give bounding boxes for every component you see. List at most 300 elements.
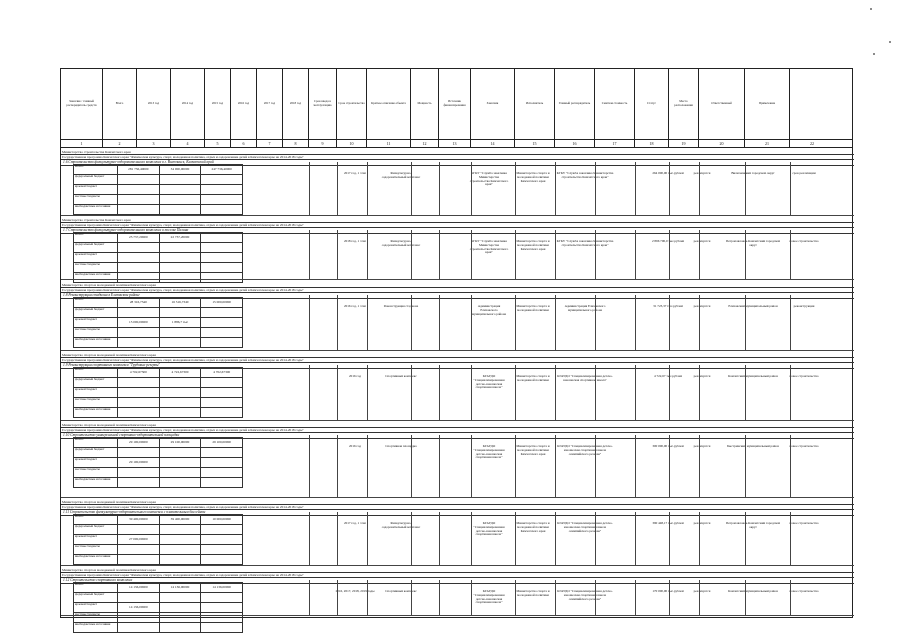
object-c5: КГАУДО "Специализированная детско-юношеская спортивная школа олимпийского резерва"	[557, 445, 613, 456]
section-ministry: Министерство спорта и молодежной политики Камчатского края	[61, 500, 854, 505]
section-program: Государственная программа Камчатского края "Физическая культура, спорт, молодежная политика, отдых и оздоровление детей в Камчатском крае на 2014-2018 годы"	[61, 573, 854, 578]
financing-table	[73, 232, 243, 283]
object-c5: КГАУДО "Специализированная детско-юношеская спортивная школа"	[557, 375, 613, 382]
column-divider	[790, 512, 791, 566]
column-divider	[471, 295, 472, 351]
financing-value: 1 886,7 тыс	[160, 318, 202, 327]
financing-value: 39 400,00000	[118, 515, 160, 524]
section-program: Государственная программа Камчатского края "Физическая культура, спорт, молодежная политика, отдых и оздоровление детей в Камчатском крае на 2014-2018 годы"	[61, 428, 854, 433]
financing-value	[201, 185, 242, 194]
object-c8: Вилючинский городской округ	[731, 172, 775, 175]
object-c8: Быстринский муниципальный район	[727, 445, 779, 448]
column-divider	[471, 580, 472, 616]
financing-row	[74, 583, 242, 593]
column-divider	[471, 512, 472, 566]
financing-label: внебюджетные источники	[74, 408, 118, 417]
financing-value	[201, 263, 242, 272]
object-c9: реконструкция	[793, 305, 815, 308]
section-program: Государственная программа Камчатского края "Физическая культура, спорт, молодежная политика, отдых и оздоровление детей в Камчатском крае на 2014-2018 годы"	[61, 505, 854, 510]
header-cell: Исполнитель	[515, 69, 555, 139]
column-divider	[309, 435, 310, 498]
column-divider	[337, 230, 338, 280]
financing-label: федеральный бюджет	[74, 378, 118, 387]
financing-value	[118, 398, 160, 407]
financing-value	[201, 398, 242, 407]
financing-value	[118, 328, 160, 337]
object-c2: Физкультурно-оздоровительный комплекс	[381, 172, 421, 179]
financing-value	[160, 308, 202, 317]
financing-row	[74, 233, 242, 243]
financing-value	[118, 243, 160, 252]
scan-speck	[873, 53, 875, 55]
financing-label: Всего:	[74, 368, 118, 377]
financing-row	[74, 263, 242, 273]
program-section	[61, 500, 854, 566]
column-divider	[515, 435, 516, 498]
financing-value	[201, 478, 242, 487]
object-c5: Администрация Елизовского муниципального района	[564, 305, 606, 312]
financing-row	[74, 318, 242, 328]
financing-value	[160, 185, 202, 194]
financing-value	[160, 398, 202, 407]
financing-value	[118, 338, 160, 347]
table-body	[60, 148, 853, 626]
section-object: 1.11 Строительство физкультурно-оздоровительного комплекса с плавательным бассейном	[61, 510, 854, 516]
financing-label: внебюджетные источники	[74, 478, 118, 487]
column-divider	[790, 580, 791, 616]
financing-value	[118, 408, 160, 417]
financing-row	[74, 535, 242, 545]
financing-row	[74, 525, 242, 535]
column-divider	[669, 512, 670, 566]
financing-label: краевой бюджет	[74, 603, 118, 612]
column-divider	[439, 230, 440, 280]
section-program: Государственная программа Камчатского края "Физическая культура, спорт, молодежная политика, отдых и оздоровление детей в Камчатском крае на 2014-2018 годы"	[61, 223, 854, 228]
column-divider	[635, 295, 636, 351]
column-divider	[745, 162, 746, 216]
column-divider	[439, 512, 440, 566]
column-number: 14	[471, 140, 515, 147]
object-c4: Министерство спорта и молодежной политики Камчатского края	[516, 445, 550, 456]
table-header	[60, 68, 853, 140]
column-divider	[337, 435, 338, 498]
object-c4: Министерство спорта и молодежной политики Камчатского края	[516, 172, 550, 183]
financing-row	[74, 185, 242, 195]
column-divider	[439, 435, 440, 498]
column-divider	[411, 580, 412, 616]
column-divider	[309, 162, 310, 216]
financing-value	[118, 468, 160, 477]
column-divider	[471, 365, 472, 421]
column-divider	[699, 365, 700, 421]
column-number: 21	[745, 140, 790, 147]
column-divider	[337, 580, 338, 616]
column-divider	[439, 365, 440, 421]
column-number: 11	[367, 140, 411, 147]
financing-value	[201, 338, 242, 347]
financing-row	[74, 593, 242, 603]
column-divider	[635, 230, 636, 280]
financing-row	[74, 603, 242, 613]
financing-value	[118, 195, 160, 204]
financing-row	[74, 458, 242, 468]
header-cell: Место расположения	[669, 69, 699, 139]
object-c9: новое строительство	[789, 240, 819, 243]
section-divider	[61, 420, 854, 421]
financing-row	[74, 438, 242, 448]
column-divider	[411, 295, 412, 351]
financing-value	[118, 593, 160, 602]
financing-value: 28 316,7340	[118, 298, 160, 307]
financing-label: федеральный бюджет	[74, 525, 118, 534]
financing-row	[74, 175, 242, 185]
column-divider	[699, 295, 700, 351]
financing-value	[201, 623, 242, 632]
column-divider	[555, 162, 556, 216]
column-divider	[337, 365, 338, 421]
financing-value: 14 136,00000	[118, 603, 160, 612]
column-number: 22	[810, 141, 814, 146]
object-c2: Физкультурно-оздоровительный комплекс	[381, 522, 421, 529]
financing-row	[74, 478, 242, 487]
column-divider	[699, 230, 700, 280]
section-object: 1.10 Строительство универсальной спортивно-оздоровительной площадки	[61, 433, 854, 439]
object-c7: реализуется	[693, 590, 711, 593]
header-cell: 2014 год	[171, 69, 205, 139]
header-cell	[790, 69, 834, 139]
object-c9: новое строительство	[789, 375, 819, 378]
financing-value	[118, 253, 160, 262]
column-number: 9	[309, 140, 337, 147]
financing-value	[118, 478, 160, 487]
header-cell: 2018 год	[283, 69, 309, 139]
financing-value	[201, 318, 242, 327]
program-section	[61, 423, 854, 498]
financing-label: Всего:	[74, 165, 118, 174]
object-c3: Администрация Елизовского муниципального района	[471, 305, 507, 316]
object-c1: 2016, 2017, 2018, 2019 годы	[335, 590, 375, 593]
column-number: 3	[137, 140, 171, 147]
column-number: 20	[699, 140, 745, 147]
column-divider	[595, 512, 596, 566]
object-c6: 2 896 700,0 тыс.рублей	[651, 240, 685, 243]
financing-row	[74, 555, 242, 564]
column-number: 12	[411, 140, 439, 147]
financing-value	[201, 448, 242, 457]
object-c7: реализуется	[693, 375, 711, 378]
section-object: 1.7 Строительство физкультурно-оздоровительного комплекса в поселке Палана	[61, 228, 854, 234]
financing-value	[118, 623, 160, 632]
financing-value	[118, 378, 160, 387]
column-divider	[439, 580, 440, 616]
financing-label: федеральный бюджет	[74, 175, 118, 184]
section-ministry: Министерство спорта и молодежной политики Камчатского края	[61, 568, 854, 573]
section-object: 1.12 Строительство спортивного комплекса	[61, 578, 854, 584]
financing-label: внебюджетные источники	[74, 205, 118, 214]
column-divider	[555, 295, 556, 351]
column-divider	[471, 230, 472, 280]
object-c7: реализуется	[693, 522, 711, 525]
financing-row	[74, 623, 242, 632]
financing-value	[160, 525, 202, 534]
column-divider	[745, 230, 746, 280]
column-divider	[790, 230, 791, 280]
object-c6: 300 000,00 тыс.рублей	[652, 445, 684, 448]
object-c8: Петропавловск-Камчатский городской округ	[725, 240, 781, 247]
column-number: 16	[555, 140, 595, 147]
financing-label: краевой бюджет	[74, 388, 118, 397]
section-program: Государственная программа Камчатского края "Физическая культура, спорт, молодежная политика, отдых и оздоровление детей в Камчатском крае на 2014-2018 годы"	[61, 358, 854, 363]
financing-value: 4 702,67300	[213, 370, 231, 374]
financing-value	[160, 378, 202, 387]
column-number: 8	[283, 140, 309, 147]
financing-value	[160, 205, 202, 214]
financing-value	[160, 593, 202, 602]
financing-value	[160, 603, 202, 612]
financing-table	[73, 437, 243, 488]
financing-label: краевой бюджет	[74, 318, 118, 327]
object-c5: КГКУ "Служба заказчика Министерства строительства Камчатского края"	[556, 240, 614, 247]
financing-row	[74, 468, 242, 478]
financing-value	[201, 535, 242, 544]
column-divider	[411, 512, 412, 566]
financing-value	[118, 525, 160, 534]
financing-label: федеральный бюджет	[74, 308, 118, 317]
column-divider	[337, 512, 338, 566]
section-program: Государственная программа Камчатского края "Физическая культура, спорт, молодежная политика, отдых и оздоровление детей в Камчатском крае на 2014-2018 годы"	[61, 288, 854, 293]
financing-value	[160, 253, 202, 262]
header-cell: Источник финансирования	[439, 69, 471, 139]
column-divider	[471, 162, 472, 216]
financing-row	[74, 273, 242, 282]
financing-value	[201, 243, 242, 252]
financing-table	[73, 582, 243, 633]
column-divider	[669, 365, 670, 421]
financing-label: Всего:	[74, 515, 118, 524]
object-c3: КГАУДО "Специализированная детско-юношеская спортивная школа"	[473, 445, 505, 460]
column-divider	[669, 435, 670, 498]
financing-label: краевой бюджет	[74, 535, 118, 544]
financing-value: 14 136,00000	[160, 583, 202, 592]
header-cell: Примечание	[745, 69, 790, 139]
column-divider	[635, 512, 636, 566]
financing-value	[118, 555, 160, 564]
column-number: 1	[61, 140, 103, 147]
column-number: 7	[257, 140, 283, 147]
column-divider	[411, 162, 412, 216]
financing-value: 4 722,67300	[160, 368, 202, 377]
header-cell: 2015 год	[205, 69, 231, 139]
object-c4: Министерство спорта и молодежной политики	[516, 375, 550, 382]
column-divider	[635, 162, 636, 216]
column-number: 2	[103, 140, 137, 147]
section-divider	[61, 615, 854, 616]
column-divider	[699, 162, 700, 216]
column-divider	[555, 365, 556, 421]
financing-label: внебюджетные источники	[74, 273, 118, 282]
column-number: 4	[171, 140, 205, 147]
column-divider	[745, 435, 746, 498]
financing-value: 15 000,00000	[212, 300, 231, 304]
financing-value	[201, 593, 242, 602]
financing-table	[73, 367, 243, 418]
program-section	[61, 150, 854, 216]
column-divider	[515, 230, 516, 280]
column-divider	[309, 580, 310, 616]
financing-value	[160, 273, 202, 282]
header-cell: Срок строительства	[337, 69, 367, 139]
column-numbers-row	[60, 140, 853, 148]
object-c6: 264 000,00 тыс.рублей	[652, 172, 684, 175]
financing-value	[201, 468, 242, 477]
object-c3: КГКУ "Служба заказчика Министерства строительства Камчатского края"	[469, 240, 509, 255]
financing-label: Всего:	[74, 233, 118, 242]
financing-value	[160, 338, 202, 347]
object-c1: 2017 год, 1 этап	[343, 522, 367, 525]
column-divider	[669, 162, 670, 216]
section-ministry: Министерство спорта и молодежной политики Камчатского края	[61, 423, 854, 428]
financing-value	[160, 448, 202, 457]
object-c4: Министерство спорта и молодежной политики Камчатского края	[516, 240, 550, 251]
object-c7: реализуется	[693, 305, 711, 308]
column-divider	[699, 580, 700, 616]
financing-value	[201, 328, 242, 337]
financing-value	[160, 555, 202, 564]
financing-value: 16 316,7340	[160, 298, 202, 307]
object-c1: 2018 год, 1 этап	[343, 240, 367, 243]
object-c1: 2017 год, 1 этап	[343, 172, 367, 175]
object-c4: Министерство спорта и молодежной политики	[516, 590, 550, 597]
header-cell: Сметная стоимость	[595, 69, 635, 139]
object-c4: Министерство спорта и молодежной политики Камчатского края	[516, 522, 550, 533]
financing-value	[118, 263, 160, 272]
column-number: 18	[635, 140, 669, 147]
financing-row	[74, 253, 242, 263]
financing-value: 281 736,40000	[118, 165, 160, 174]
column-divider	[367, 435, 368, 498]
financing-value: 27 000,00000	[118, 535, 160, 544]
section-ministry: Министерство строительства Камчатского края	[61, 218, 854, 223]
financing-row	[74, 338, 242, 347]
column-number: 13	[439, 140, 471, 147]
column-divider	[595, 162, 596, 216]
object-c6: 4 722,67 тыс.рублей	[654, 375, 682, 378]
financing-label: местные бюджеты	[74, 195, 118, 204]
column-divider	[515, 580, 516, 616]
column-divider	[790, 435, 791, 498]
financing-label: федеральный бюджет	[74, 448, 118, 457]
column-divider	[515, 512, 516, 566]
column-divider	[309, 365, 310, 421]
column-divider	[367, 295, 368, 351]
section-divider	[61, 497, 854, 498]
financing-value: 29 100,00000	[118, 458, 160, 467]
column-number: 10	[337, 140, 367, 147]
column-number: 17	[595, 140, 635, 147]
financing-row	[74, 195, 242, 205]
column-divider	[515, 365, 516, 421]
header-cell: Ответственный	[699, 69, 745, 139]
financing-row	[74, 448, 242, 458]
object-c9: новое строительство	[789, 445, 819, 448]
financing-value	[201, 195, 242, 204]
financing-label: местные бюджеты	[74, 328, 118, 337]
financing-row	[74, 243, 242, 253]
object-c5: КГАУДО "Специализированная детско-юношеская спортивная школа олимпийского резерва"	[557, 590, 613, 601]
object-c3: КГКУ "Служба заказчика Министерства строительства Камчатского края"	[469, 172, 509, 187]
object-c2: Спортивный комплекс	[385, 375, 417, 378]
financing-row	[74, 378, 242, 388]
column-divider	[790, 162, 791, 216]
section-program: Государственная программа Камчатского края "Физическая культура, спорт, молодежная политика, отдых и оздоровление детей в Камчатском крае на 2014-2018 годы"	[61, 155, 854, 160]
financing-value: 14 136,00000	[212, 585, 231, 589]
object-c9: новое строительство	[789, 590, 819, 593]
object-c7: реализуется	[693, 172, 711, 175]
object-c6: 390 448,17 тыс.рублей	[652, 522, 684, 525]
financing-row	[74, 328, 242, 338]
object-c8: Петропавловск-Камчатский городской округ	[725, 522, 781, 529]
column-divider	[745, 365, 746, 421]
financing-value	[201, 545, 242, 554]
financing-value	[201, 233, 242, 242]
financing-table	[73, 514, 243, 565]
header-cell: Краткое описание объекта	[367, 69, 411, 139]
program-section	[61, 218, 854, 280]
section-divider	[61, 279, 854, 280]
column-divider	[745, 295, 746, 351]
object-c2: Спортивная площадка	[385, 445, 417, 448]
object-c1: 2016 год	[349, 445, 361, 448]
object-c6: 31 723,37 тыс.рублей	[653, 305, 683, 308]
header-cell: Заказчик	[471, 69, 515, 139]
financing-value	[160, 468, 202, 477]
column-divider	[790, 365, 791, 421]
header-cell: Мощность	[411, 69, 439, 139]
financing-row	[74, 308, 242, 318]
financing-value: 29 100,00000	[118, 438, 160, 447]
financing-label: внебюджетные источники	[74, 338, 118, 347]
financing-value	[160, 545, 202, 554]
section-divider	[61, 350, 854, 351]
financing-row	[74, 398, 242, 408]
column-divider	[669, 295, 670, 351]
financing-label: краевой бюджет	[74, 253, 118, 262]
column-divider	[699, 435, 700, 498]
column-divider	[411, 435, 412, 498]
section-object: 1.8 Реконструкция стадиона в Елизовском районе	[61, 293, 854, 299]
column-divider	[595, 365, 596, 421]
financing-label: местные бюджеты	[74, 545, 118, 554]
header-cell: Главный распорядитель	[555, 69, 595, 139]
section-divider	[61, 215, 854, 216]
section-object: 1.6 Строительство физкультурно-оздоровительного комплекса в г. Вилючинск, Камчатский край	[61, 160, 854, 166]
column-divider	[635, 580, 636, 616]
column-number: 6	[231, 140, 257, 147]
financing-value	[201, 205, 242, 214]
financing-label: Всего:	[74, 438, 118, 447]
column-number: 19	[669, 140, 699, 147]
financing-label: федеральный бюджет	[74, 243, 118, 252]
column-divider	[515, 295, 516, 351]
financing-value: 29 100,00000	[160, 438, 202, 447]
column-divider	[595, 435, 596, 498]
financing-value	[201, 458, 242, 467]
object-c7: реализуется	[693, 445, 711, 448]
financing-value	[201, 273, 242, 282]
scan-speck	[870, 8, 872, 10]
financing-label: внебюджетные источники	[74, 555, 118, 564]
financing-row	[74, 408, 242, 417]
